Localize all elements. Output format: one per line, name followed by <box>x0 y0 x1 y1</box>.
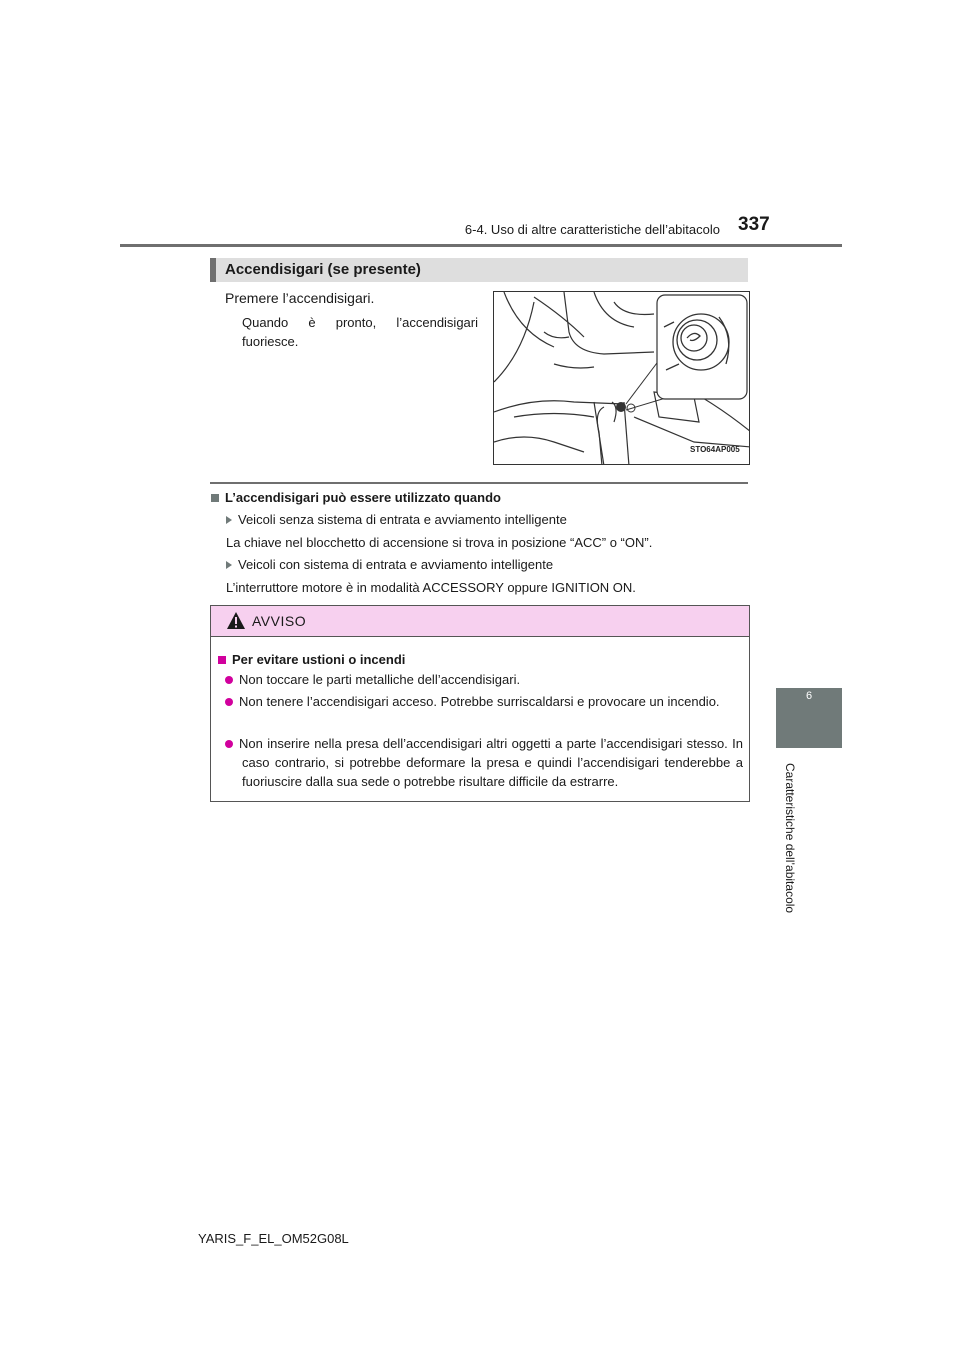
step-instruction: Premere l’accendisigari. <box>225 290 375 306</box>
figure-code: STO64AP005 <box>690 445 740 454</box>
chapter-label <box>781 763 805 923</box>
warning-item <box>225 692 743 711</box>
section-divider <box>210 482 748 484</box>
header-divider <box>120 244 842 247</box>
info-heading <box>211 488 501 507</box>
warning-item <box>225 734 743 791</box>
case1-label <box>226 510 567 529</box>
chapter-number: 6 <box>805 690 813 702</box>
info-heading-text: L’accendisigari può essere utilizzato quando <box>225 490 501 505</box>
case2-text: L’interruttore motore è in modalità ACCESSORY oppure IGNITION ON. <box>226 580 636 595</box>
page-number: 337 <box>738 214 770 235</box>
round-bullet-icon <box>225 698 233 706</box>
case2-label-text: Veicoli con sistema di entrata e avviamento intelligente <box>238 557 554 572</box>
case2-label <box>226 555 553 574</box>
triangle-bullet-icon <box>226 516 232 524</box>
warning-heading-text: Per evitare ustioni o incendi <box>232 652 406 667</box>
dashboard-drawing <box>494 292 750 465</box>
chapter-label-text: Caratteristiche dell’abitacolo <box>783 763 797 914</box>
section-header: 6-4. Uso di altre caratteristiche dell’abitacolo <box>464 222 720 237</box>
warning-title: AVVISO <box>252 613 307 629</box>
case1-label-text: Veicoli senza sistema di entrata e avviamento intelligente <box>238 512 567 527</box>
step-note: Quando è pronto, l’accendisigari fuoriesce. <box>242 315 478 349</box>
case1-text: La chiave nel blocchetto di accensione si trova in posizione “ACC” o “ON”. <box>226 535 653 550</box>
triangle-bullet-icon <box>226 561 232 569</box>
warning-item-text: Non tenere l’accendisigari acceso. Potrebbe surriscaldarsi e provocare un incendio. <box>239 694 720 709</box>
warning-item-text: Non inserire nella presa dell’accendisigari altri oggetti a parte l’accendisigari stesso. In caso contrario, si potrebbe deformare la presa e quindi l’accendisigari tenderebbe a fuoriuscire dalla sua sede o potrebbe risultare difficile da estrarre. <box>239 736 743 789</box>
section-title: Accendisigari (se presente) <box>225 261 421 278</box>
warning-item-text: Non toccare le parti metalliche dell’accendisigari. <box>239 672 521 687</box>
cigarette-lighter-illustration <box>493 291 750 465</box>
round-bullet-icon <box>225 676 233 684</box>
square-bullet-icon <box>218 656 226 664</box>
square-bullet-icon <box>211 494 219 502</box>
round-bullet-icon <box>225 740 233 748</box>
document-id: YARIS_F_EL_OM52G08L <box>198 1231 349 1246</box>
warning-item <box>225 670 743 689</box>
section-title-accent <box>210 258 216 282</box>
warning-triangle-icon <box>226 611 246 631</box>
warning-heading <box>218 650 405 669</box>
